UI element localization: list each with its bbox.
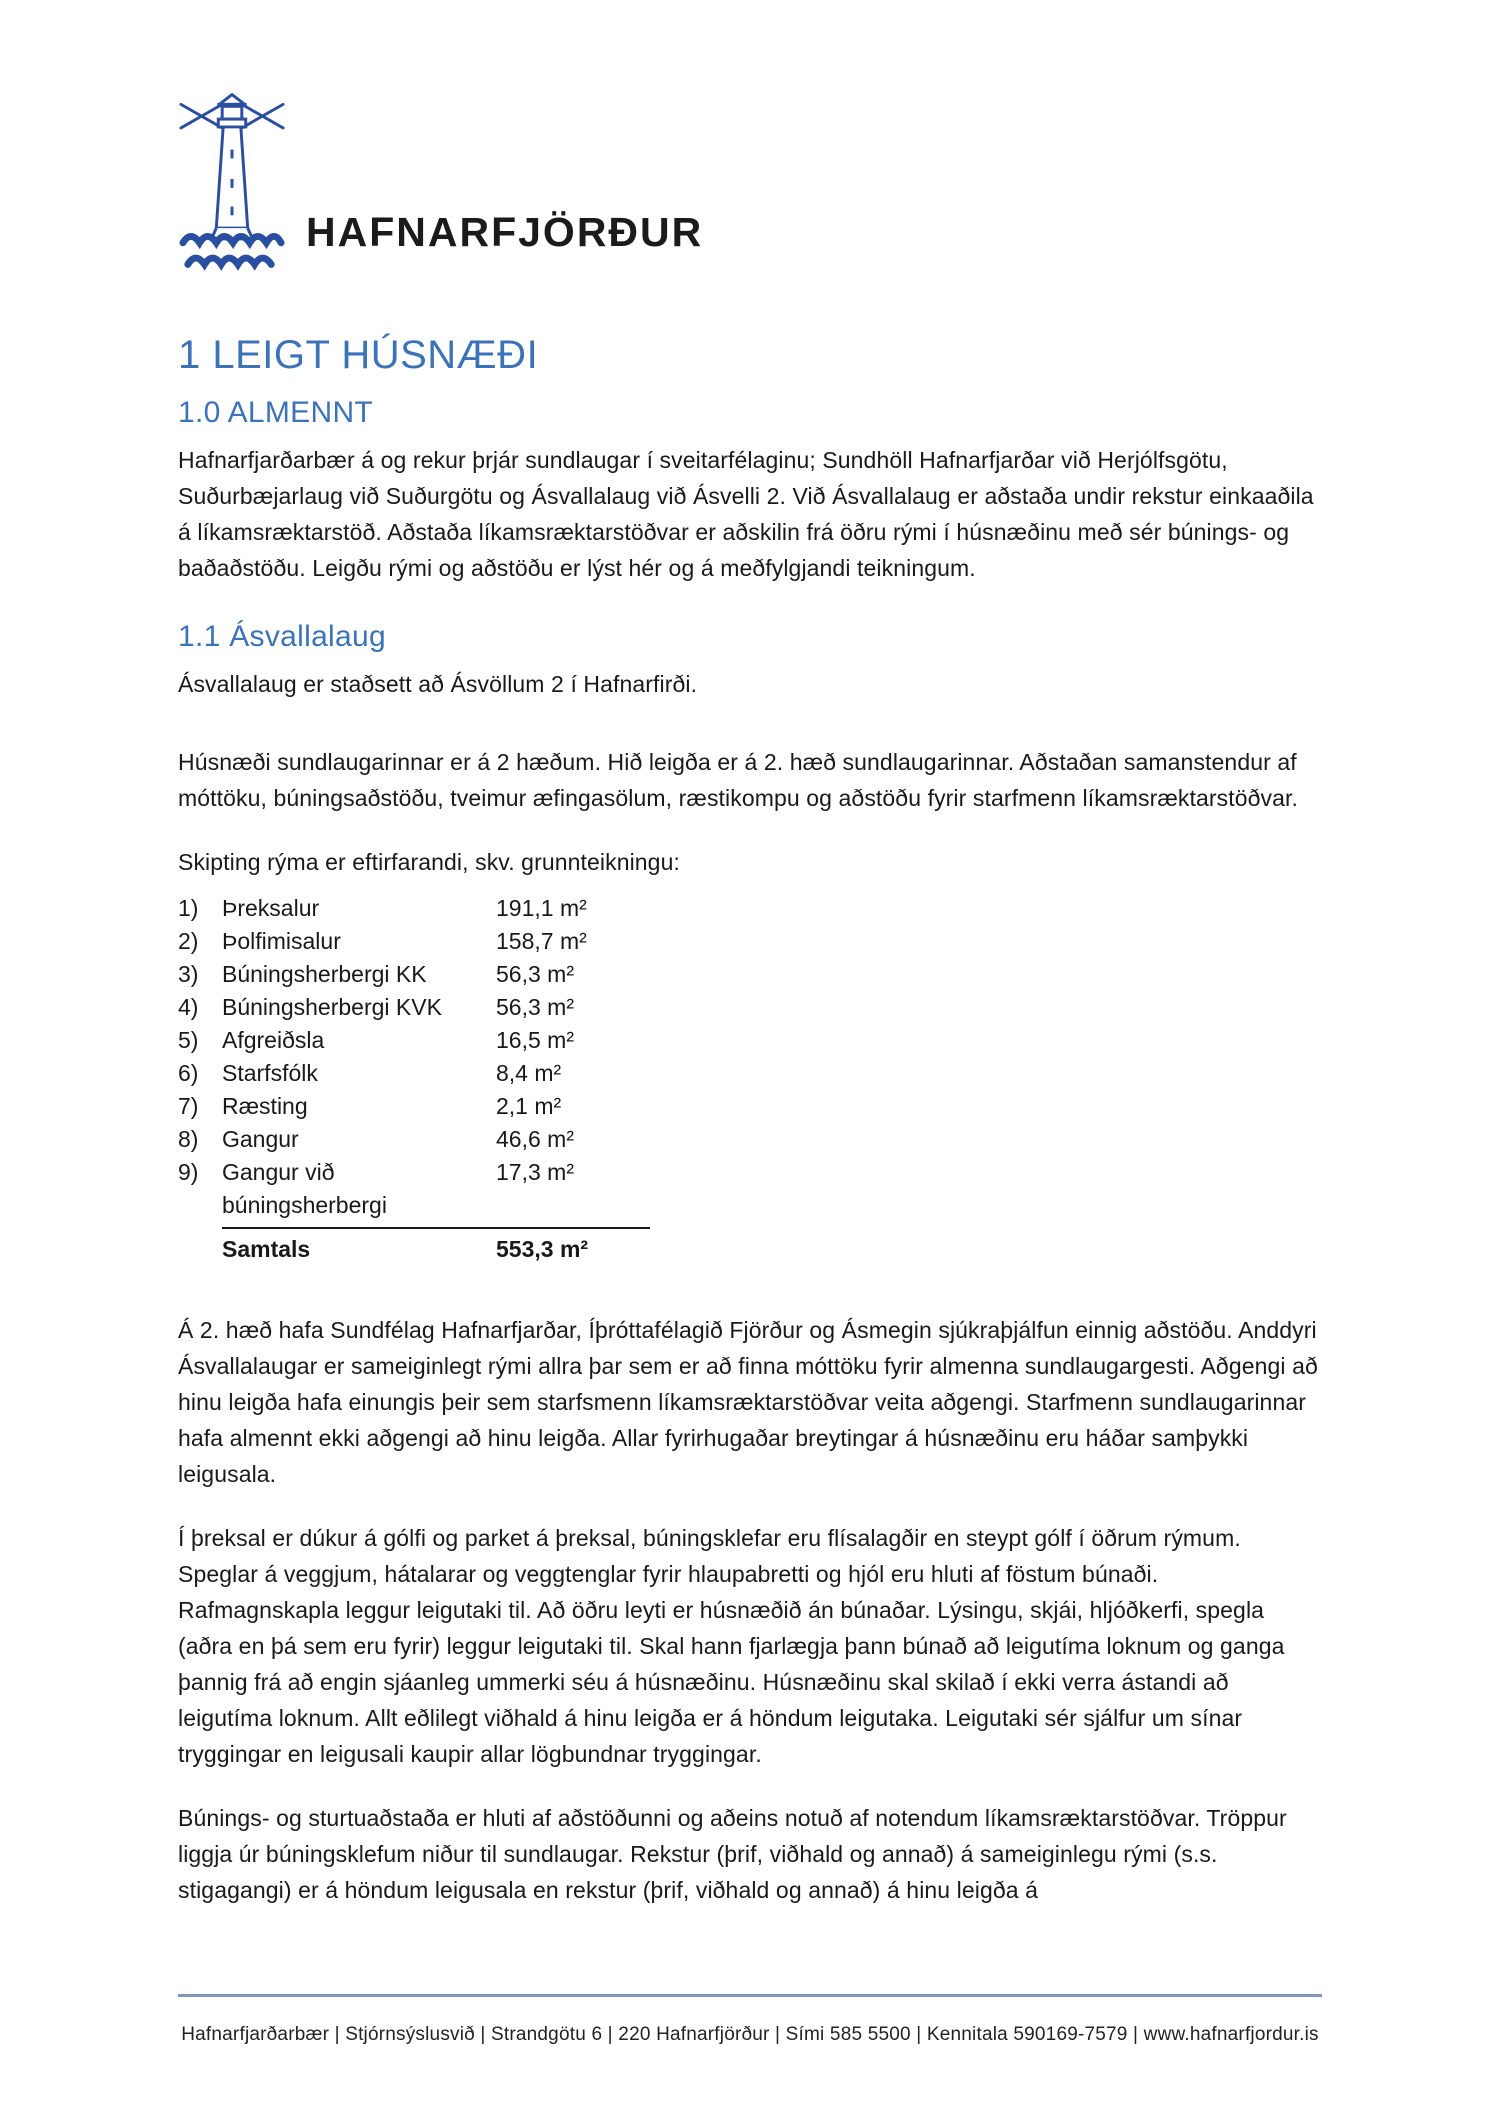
- room-area: 17,3 m²: [496, 1159, 574, 1185]
- total-area: 553,3 m²: [496, 1236, 589, 1262]
- lighthouse-icon: [178, 86, 286, 272]
- room-area: 2,1 m²: [496, 1093, 562, 1119]
- row-number: 5): [178, 1027, 199, 1053]
- total-label: Samtals: [222, 1236, 311, 1262]
- table-row: [178, 1024, 1322, 1057]
- row-number: 2): [178, 928, 199, 954]
- room-label: Starfsfólk: [222, 1060, 318, 1086]
- table-row: [178, 1123, 1322, 1156]
- table-total-row: [178, 1233, 1322, 1266]
- table-row: [178, 925, 1322, 958]
- row-number: 1): [178, 895, 199, 921]
- paragraph-husnaedi: Húsnæði sundlaugarinnar er á 2 hæðum. Hið leigða er á 2. hæð sundlaugarinnar. Aðstaðan samanstendur af móttöku, búningsaðstöðu, tveimur æfingasölum, ræstikompu og aðstöðu fyrir starfmenn líkamsræktarstöðvar.: [178, 749, 1298, 811]
- room-label: Þreksalur: [222, 895, 320, 921]
- page-title: 1 LEIGT HÚSNÆÐI: [178, 333, 539, 377]
- row-number: 9): [178, 1159, 199, 1185]
- paragraph-skipting-intro: Skipting rýma er eftirfarandi, skv. grunnteikningu:: [178, 849, 680, 875]
- room-area: 16,5 m²: [496, 1027, 574, 1053]
- paragraph-stadsett: Ásvallalaug er staðsett að Ásvöllum 2 í Hafnarfirði.: [178, 671, 698, 697]
- table-row: [178, 991, 1322, 1024]
- hafnarfjordur-logo: [178, 86, 1322, 272]
- room-label: Þolfimisalur: [222, 928, 341, 954]
- room-label: Ræsting: [222, 1093, 308, 1119]
- row-number-empty: [178, 1233, 222, 1266]
- row-number: 7): [178, 1093, 199, 1119]
- row-number: 3): [178, 961, 199, 987]
- room-area: 56,3 m²: [496, 994, 574, 1020]
- subsection-heading-almennt: 1.0 ALMENNT: [178, 396, 374, 429]
- table-row: [178, 1057, 1322, 1090]
- paragraph-threksal: Í þreksal er dúkur á gólfi og parket á þreksal, búningsklefar eru flísalagðir en steypt gólf í öðrum rýmum. Speglar á veggjum, hátalarar og veggtenglar fyrir hlaupabretti og hjól eru hluti af föstum búnaði. Rafmagnskapla leggur leigutaki til. Að öðru leyti er húsnæðið án búnaðar. Lýsingu, skjái, hljóðkerfi, spegla (aðra en þá sem eru fyrir) leggur leigutaki til. Skal hann fjarlægja þann búnað að leigutíma loknum og ganga þannig frá að engin sjáanleg ummerki séu á húsnæðinu. Húsnæðinu skal skilað í ekki verra ástandi að leigutíma loknum. Allt eðlilegt viðhald á hinu leigða er á höndum leigutaka. Leigutaki sér sjálfur um sínar tryggingar en leigusali kaupir allar lögbundnar tryggingar.: [178, 1525, 1285, 1767]
- paragraph-bunings: Búnings- og sturtuaðstaða er hluti af aðstöðunni og aðeins notuð af notendum líkamsræktarstöðvar. Tröppur liggja úr búningsklefum niður til sundlaugar. Rekstur (þrif, viðhald og annað) á sameiginlegu rými (s.s. stigagangi) er á höndum leigusala en rekstur (þrif, viðhald og annað) á hinu leigða á: [178, 1805, 1287, 1903]
- room-area: 191,1 m²: [496, 895, 587, 921]
- paragraph-almennt: Hafnarfjarðarbær á og rekur þrjár sundlaugar í sveitarfélaginu; Sundhöll Hafnarfjarðar við Herjólfsgötu, Suðurbæjarlaug við Suðurgötu og Ásvallalaug við Ásvelli 2. Við Ásvallalaug er aðstaða undir rekstur einkaaðila á líkamsræktarstöð. Aðstaða líkamsræktarstöðvar er aðskilin frá öðru rými í húsnæðinu með sér búnings- og baðaðstöðu. Leigðu rými og aðstöðu er lýst hér og á meðfylgjandi teikningum.: [178, 447, 1314, 581]
- subsection-heading-asvallalaug: 1.1 Ásvallalaug: [178, 620, 386, 653]
- logo-wordmark: HAFNARFJÖRÐUR: [306, 209, 704, 255]
- table-total-divider: [222, 1227, 650, 1229]
- table-row: [178, 958, 1322, 991]
- footer-text: Hafnarfjarðarbær | Stjórnsýslusvið | Strandgötu 6 | 220 Hafnarfjörður | Sími 585 5500 | Kennitala 590169-7579 | www.hafnarfjordur.is: [181, 2024, 1319, 2045]
- document-content: [178, 0, 1322, 1936]
- room-label: Gangur: [222, 1126, 299, 1152]
- room-label: Afgreiðsla: [222, 1027, 325, 1053]
- row-number: 6): [178, 1060, 199, 1086]
- table-row: [178, 892, 1322, 925]
- table-row: [178, 1156, 1322, 1222]
- room-label: Gangur við búningsherbergi: [222, 1159, 387, 1218]
- room-area: 8,4 m²: [496, 1060, 562, 1086]
- room-label: Búningsherbergi KVK: [222, 994, 442, 1020]
- room-label: Búningsherbergi KK: [222, 961, 427, 987]
- room-area-table: [178, 892, 1322, 1266]
- row-number: 4): [178, 994, 199, 1020]
- footer-divider: [178, 1994, 1322, 1997]
- room-area: 46,6 m²: [496, 1126, 574, 1152]
- paragraph-haed2: Á 2. hæð hafa Sundfélag Hafnarfjarðar, Íþróttafélagið Fjörður og Ásmegin sjúkraþjálfun einnig aðstöðu. Anddyri Ásvallalaugar er sameiginlegt rými allra þar sem er að finna móttöku fyrir almenna sundlaugargesti. Aðgengi að hinu leigða hafa einungis þeir sem starfsmenn líkamsræktarstöðvar veita aðgengi. Starfmenn sundlaugarinnar hafa almennt ekki aðgengi að hinu leigða. Allar fyrirhugaðar breytingar á húsnæðinu eru háðar samþykki leigusala.: [178, 1317, 1318, 1487]
- row-number: 8): [178, 1126, 199, 1152]
- table-row: [178, 1090, 1322, 1123]
- room-area: 158,7 m²: [496, 928, 587, 954]
- room-area: 56,3 m²: [496, 961, 574, 987]
